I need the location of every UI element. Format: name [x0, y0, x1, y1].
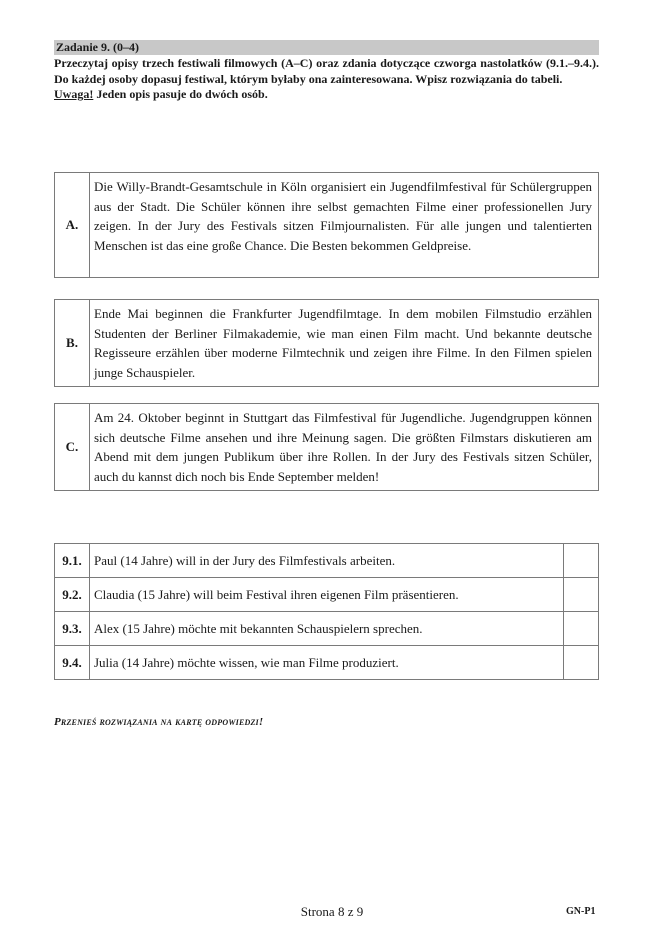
item-statement: Alex (15 Jahre) möchte mit bekannten Schauspielern sprechen. — [90, 612, 564, 646]
festival-a-box — [54, 172, 599, 278]
answer-table — [54, 543, 599, 680]
task-title: Zadanie 9. (0–4) — [54, 40, 599, 55]
festival-letter: B. — [55, 300, 90, 386]
table-row — [55, 612, 599, 646]
festival-c-box — [54, 403, 599, 491]
exam-code: GN-P1 — [566, 906, 596, 917]
task-instructions — [54, 56, 599, 103]
table-row — [55, 578, 599, 612]
answer-box[interactable] — [564, 578, 599, 612]
instruction-text: Przeczytaj opisy trzech festiwali filmowych (A–C) oraz zdania dotyczące czworga nastolatków (9.1.–9.4.). Do każdej osoby dopasuj festiwal, którym byłaby ona zainteresowana. Wpisz rozwiązania do tabeli. — [54, 56, 599, 86]
festival-letter: C. — [55, 404, 90, 490]
item-statement: Paul (14 Jahre) will in der Jury des Filmfestivals arbeiten. — [90, 544, 564, 578]
item-statement: Claudia (15 Jahre) will beim Festival ihren eigenen Film präsentieren. — [90, 578, 564, 612]
table-row — [55, 544, 599, 578]
answer-box[interactable] — [564, 544, 599, 578]
festival-description: Die Willy-Brandt-Gesamtschule in Köln organisiert ein Jugendfilmfestival für Schülergruppen aus der Stadt. Die Schüler können ihre selbst gemachten Filme einer professionellen Jury zeigen. In der Jury des Festivals sitzen Filmjournalisten. Für alle jungen und talentierten Menschen ist das eine große Chance. Die Besten bekommen Geldpreise. — [94, 179, 592, 253]
festival-description: Am 24. Oktober beginnt in Stuttgart das Filmfestival für Jugendliche. Jugendgruppen können sich deutsche Filme ansehen und ihre Meinung sagen. Die größten Filmstars diskutieren am Abend mit dem jungen Publikum über ihre Rollen. In der Jury des Festivals sitzen Schüler, auch du kannst dich noch bis Ende September melden! — [94, 410, 592, 484]
item-number: 9.3. — [55, 612, 90, 646]
note-text: Jeden opis pasuje do dwóch osób. — [93, 87, 268, 101]
answer-box[interactable] — [564, 646, 599, 680]
page-number: Strona 8 z 9 — [300, 904, 364, 919]
festival-b-box — [54, 299, 599, 387]
item-number: 9.1. — [55, 544, 90, 578]
note-label: Uwaga! — [54, 87, 94, 101]
festival-description: Ende Mai beginnen die Frankfurter Jugendfilmtage. In dem mobilen Filmstudio erzählen Studenten der Berliner Filmakademie, wie man einen Film macht. Und bekannte deutsche Regisseure erzählen über moderne Filmtechnik und zeigen ihre Filme. In den Filmen spielen junge Schauspieler. — [94, 306, 592, 380]
transfer-instruction: Przenieś rozwiązania na kartę odpowiedzi! — [54, 716, 264, 728]
festival-letter: A. — [55, 173, 90, 277]
item-number: 9.2. — [55, 578, 90, 612]
instruction-note — [54, 87, 599, 103]
item-number: 9.4. — [55, 646, 90, 680]
answer-box[interactable] — [564, 612, 599, 646]
table-row — [55, 646, 599, 680]
item-statement: Julia (14 Jahre) möchte wissen, wie man Filme produziert. — [90, 646, 564, 680]
